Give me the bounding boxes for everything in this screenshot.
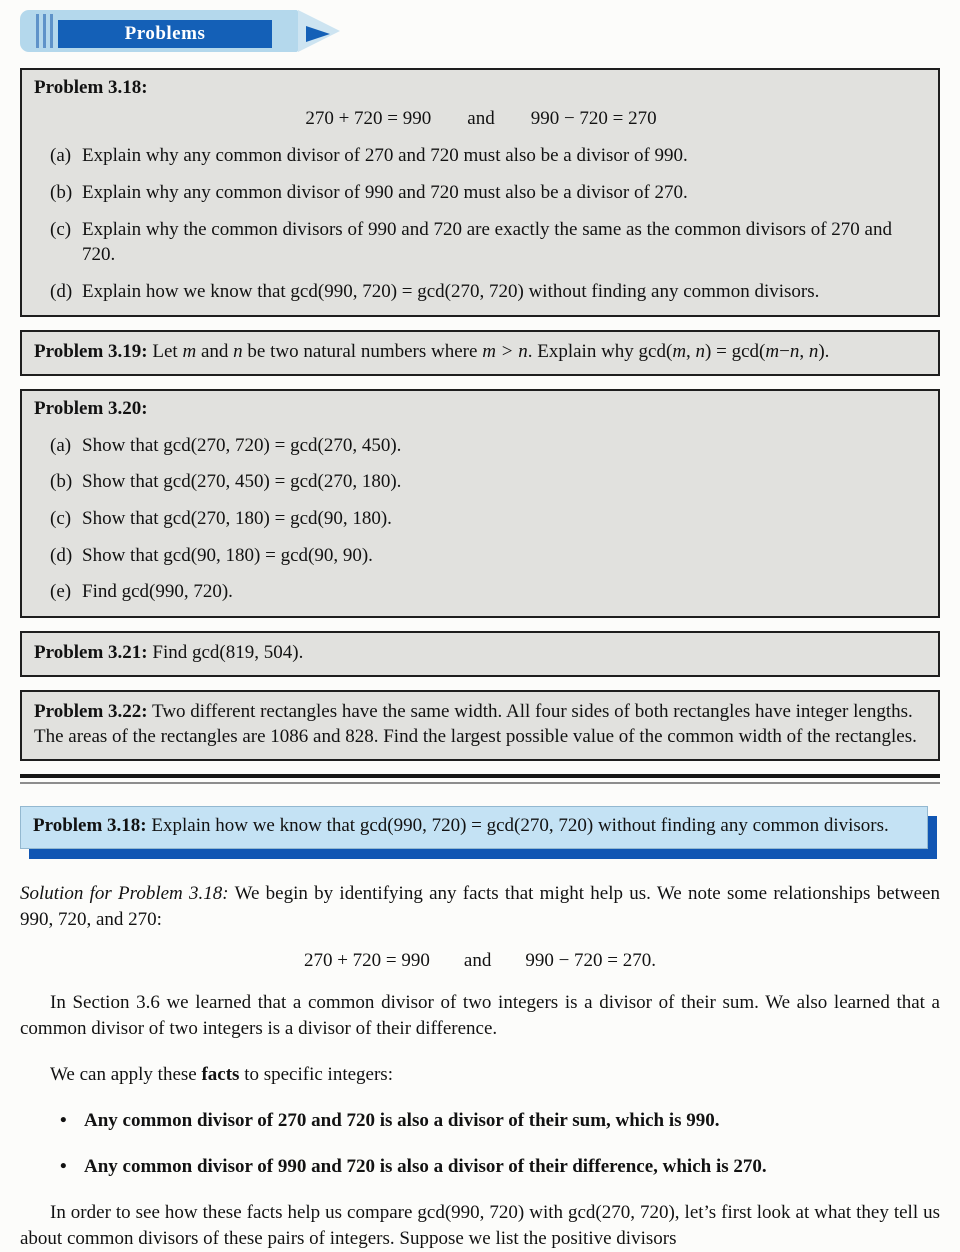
equation-right: 990 − 720 = 270. (525, 950, 657, 972)
problem-box-3-22 (20, 690, 940, 761)
solution-section (20, 881, 940, 1252)
item-label: (a) (50, 434, 72, 456)
equation-and: and (467, 107, 495, 129)
solution-paragraph: In Section 3.6 we learned that a common divisor of two integers is a divisor of their sum. We also learned that a common divisor of two integers is a divisor of their difference. (20, 992, 940, 1040)
problem-item (34, 543, 928, 569)
bullet-icon: • (60, 1110, 67, 1132)
problem-item (34, 180, 928, 206)
bullet-text: Any common divisor of 990 and 720 is also a divisor of their difference, which is 270. (84, 1156, 767, 1178)
banner-label-band (58, 20, 272, 48)
page (0, 8, 960, 1252)
solution-paragraph: In order to see how these facts help us compare gcd(990, 720) with gcd(270, 720), let’s first look at what they tell us about common divisors of these pairs of integers. Suppose we list the positive divisors (20, 1202, 940, 1250)
solution-bullet (20, 1154, 940, 1180)
problem-statement: Problem 3.18: Explain how we know that gcd(990, 720) = gcd(270, 720) without finding any common divisors. (33, 814, 889, 836)
item-text: Explain why the common divisors of 990 and 720 are exactly the same as the common divisors of 270 and 720. (82, 218, 892, 266)
problem-statement: Problem 3.22: Two different rectangles have the same width. All four sides of both rectangles have integer lengths. The areas of the rectangles are 1086 and 828. Find the largest possible value of the common width of the rectangles. (34, 700, 917, 748)
item-text: Show that gcd(90, 180) = gcd(90, 90). (82, 544, 373, 566)
problem-box-3-20 (20, 389, 940, 618)
item-text: Show that gcd(270, 180) = gcd(90, 180). (82, 508, 392, 530)
pencil-point-icon (306, 26, 330, 42)
problem-item (34, 433, 928, 459)
bullet-text: Any common divisor of 270 and 720 is also a divisor of their sum, which is 990. (84, 1110, 720, 1132)
solution-paragraph: We can apply these facts to specific integers: (50, 1064, 393, 1086)
problems-banner (20, 8, 940, 54)
item-text: Explain why any common divisor of 990 and 720 must also be a divisor of 270. (82, 181, 688, 203)
section-divider (20, 774, 940, 784)
item-label: (b) (50, 181, 73, 203)
problem-item (34, 143, 928, 169)
item-text: Show that gcd(270, 450) = gcd(270, 180). (82, 471, 402, 493)
bullet-icon: • (60, 1156, 67, 1178)
item-label: (d) (50, 280, 73, 302)
item-text: Show that gcd(270, 720) = gcd(270, 450). (82, 434, 402, 456)
problem-box-3-18 (20, 68, 940, 317)
solution-equation-line (20, 948, 940, 974)
equation-left: 270 + 720 = 990 (305, 107, 432, 129)
problem-item (34, 469, 928, 495)
problem-item (34, 279, 928, 305)
problem-item (34, 217, 928, 268)
item-label: (b) (50, 471, 73, 493)
pencil-eraser-stripe (36, 14, 39, 48)
solution-bullet (20, 1108, 940, 1134)
problem-item (34, 506, 928, 532)
item-label: (c) (50, 218, 72, 240)
item-text: Find gcd(990, 720). (82, 581, 233, 603)
banner-label: Problems (124, 23, 206, 44)
item-label: (a) (50, 145, 72, 167)
problem-box-3-21 (20, 631, 940, 677)
item-label: (e) (50, 581, 72, 603)
problem-title: Problem 3.20: (34, 398, 148, 420)
problem-statement: Problem 3.19: Let m and n be two natural numbers where m > n. Explain why gcd(m, n) = gcd(m−n, n). (34, 341, 830, 363)
equation-left: 270 + 720 = 990 (303, 950, 430, 972)
item-label: (d) (50, 544, 73, 566)
item-text: Explain why any common divisor of 270 and 720 must also be a divisor of 990. (82, 145, 688, 167)
item-text: Explain how we know that gcd(990, 720) = gcd(270, 720) without finding any common divisors. (82, 280, 820, 302)
problem-title: Problem 3.18: (34, 77, 148, 98)
equation-right: 990 − 720 = 270 (530, 107, 657, 129)
problem-statement: Problem 3.21: Find gcd(819, 504). (34, 641, 304, 663)
pencil-eraser-stripe (43, 14, 46, 48)
equation-line (34, 106, 928, 132)
solution-intro: Solution for Problem 3.18: We begin by identifying any facts that might help us. We note some relationships between 990, 720, and 270: (20, 883, 940, 931)
highlighted-problem-3-18 (20, 806, 928, 850)
equation-and: and (463, 950, 492, 972)
problem-item (34, 579, 928, 605)
item-label: (c) (50, 508, 72, 530)
problem-box-3-19 (20, 330, 940, 376)
pencil-eraser-stripe (50, 14, 53, 48)
